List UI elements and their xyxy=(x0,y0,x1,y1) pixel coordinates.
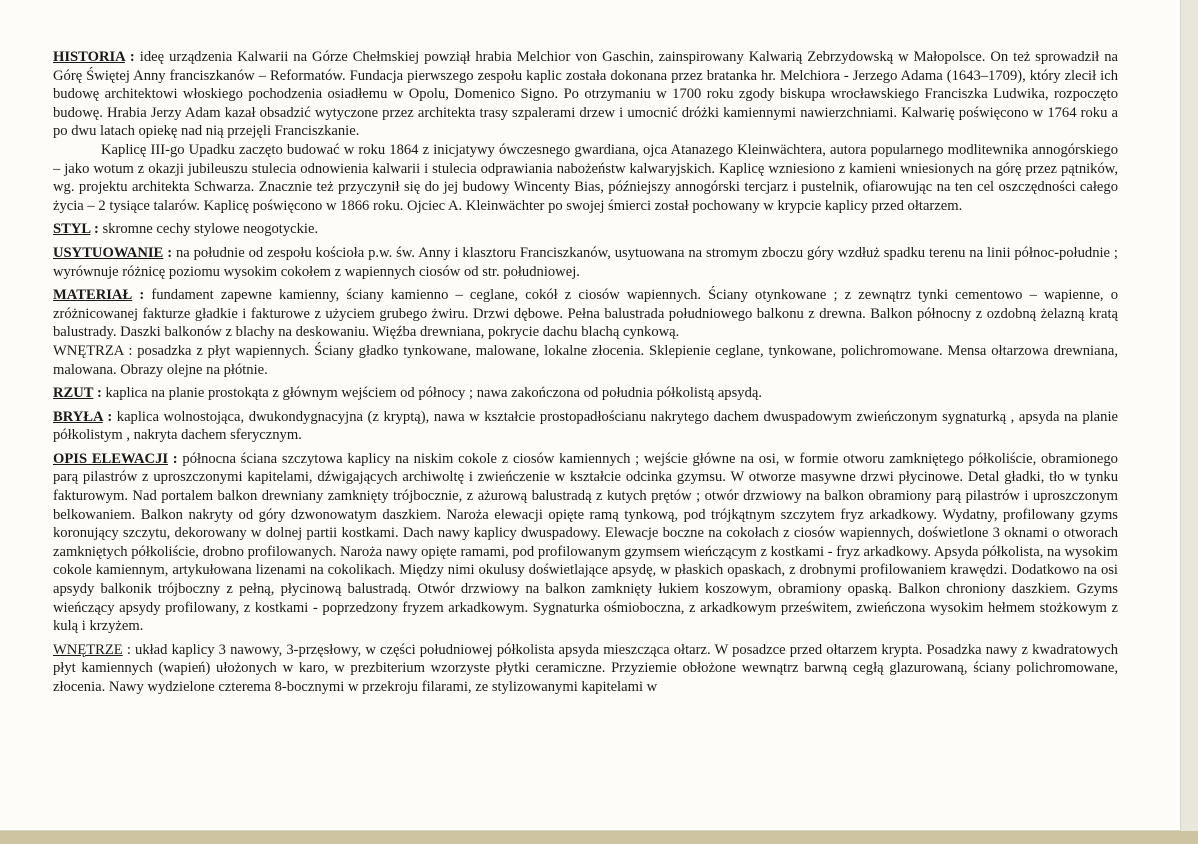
separator: : xyxy=(123,342,138,359)
separator: : xyxy=(102,408,117,425)
separator: : xyxy=(93,385,106,402)
heading-bryla: BRYŁA xyxy=(53,408,103,425)
paragraph-text: ideę urządzenia Kalwarii na Górze Chełmskiej powziął hrabia Melchior von Gaschin, zainspirowany Kalwarią Zebrzydowską w Małopolsce. On też sprowadził na Górę Świętej Anny franciszkanów – Reformatów. Fundacja pierwszego zespołu kaplic została dokonana przez bratanka hr. Melchiora - Jerzego Adama (1643–1709), który zlecił ich budowę architektowi włoskiego pochodzenia osiadłemu w Opolu, Domenico Signo. Po otrzymaniu w 1700 roku zgody biskupa wrocławskiego Franciszka Ludwika, rozpoczęto budowę. Hrabia Jerzy Adam kazał obsadzić wytyczone przez architekta trasy szpalerami drzew i umocnić dróżki kamiennymi nawierzchniami. Kalwarię poświęcono w 1764 roku a po dwu latach opiekę nad nią przejęli Franciszkanie. xyxy=(53,49,1118,140)
section-material xyxy=(53,286,1118,342)
heading-usytuowanie: USYTUOWANIE xyxy=(53,244,164,261)
heading-styl: STYL xyxy=(53,221,91,238)
section-bryla xyxy=(53,408,1118,445)
document-body xyxy=(53,48,1118,697)
separator: : xyxy=(124,49,140,65)
paragraph-text: na południe od zespołu kościoła p.w. św. Anny i klasztoru Franciszkanów, usytuowana na stromym zboczu góry wzdłuż spadku terenu na linii północ-południe ; wyrównuje różnicę poziomu wysokim cokołem z wapiennych ciosów od str. południowej. xyxy=(53,244,1118,280)
heading-rzut: RZUT xyxy=(53,385,94,402)
heading-opis-elewacji: OPIS ELEWACJI xyxy=(53,450,169,467)
paragraph-text: Kaplicę III-go Upadku zaczęto budować w roku 1864 z inicjatywy ówczesnego gwardiana, ojca Atanazego Kleinwächtera, autora popularnego modlitewnika annogórskiego – jako wotum z okazji jubileuszu stulecia odnowienia kalwarii i stulecia odprawiania nabożeństw kalwaryjskich. Kaplicę wzniesiono z kamieni wniesionych na górę przez pątników, wg. projektu architekta Schwarza. Znacznie też przyczynił się do jej budowy Wincenty Bias, późniejszy annogórski tercjarz i pustelnik, ofiarowując na ten cel oszczędności całego życia – 2 tysiące talarów. Kaplicę poświęcono w 1866 roku. Ojciec A. Kleinwächter po swojej śmierci został pochowany w krypcie kaplicy przed ołtarzem. xyxy=(53,141,1118,214)
heading-material: MATERIAŁ xyxy=(53,287,133,304)
paragraph-text: posadzka z płyt wapiennych. Ściany gładko tynkowane, malowane, lokalne złocenia. Sklepienie ceglane, tynkowane, polichromowane. Mensa ołtarzowa drewniana, malowana. Obrazy olejne na płótnie. xyxy=(53,342,1118,378)
section-rzut xyxy=(53,384,1118,403)
paragraph-text: kaplica na planie prostokąta z głównym wejściem od północy ; nawa zakończona od południa półkolistą apsydą. xyxy=(105,385,763,402)
section-styl xyxy=(53,220,1118,239)
heading-historia: HISTORIA xyxy=(53,49,125,65)
separator: : xyxy=(90,221,103,238)
paragraph-text: układ kaplicy 3 nawowy, 3-przęsłowy, w części południowej półkolista apsyda mieszcząca ołtarz. W posadzce przed ołtarzem krypta. Posadzka nawy z kwadratowych płyt kamiennych (wapień) ułożonych w karo, w prezbiterium wzorzyste płytki ceramiczne. Przyziemie obłożone wewnątrz barwną cegłą glazurowaną, ściany polichromowane, złocenia. Nawy wydzielone czterema 8-bocznymi w przekroju filarami, ze stylizowanymi kapitelami w xyxy=(53,641,1118,695)
separator: : xyxy=(132,287,152,304)
page-edge-bottom xyxy=(0,831,1198,844)
section-wnetrze xyxy=(53,641,1118,697)
section-wnetrza xyxy=(53,342,1118,379)
heading-wnetrze: WNĘTRZE xyxy=(53,641,123,658)
separator: : xyxy=(163,244,176,261)
paragraph-text: fundament zapewne kamienny, ściany kamienno – ceglane, cokół z ciosów wapiennych. Ściany otynkowane ; z zewnątrz tynki cementowo – wapienne, o zróżnicowanej fakturze gładkie i fakturowe z użyciem grubego żwiru. Drzwi dębowe. Pełna balustrada południowego balkonu z drewna. Balkon północny z ozdobną żelazną kratą balustrady. Daszki balkonów z blachy na deskowaniu. Więźba drewniana, pokrycie dachu blachą cynkową. xyxy=(53,287,1118,341)
paragraph-text: północna ściana szczytowa kaplicy na niskim cokole z ciosów kamiennych ; wejście główne na osi, w formie otworu zamkniętego półkoliście, obramionego parą pilastrów z uproszczonymi kapitelami, dźwigających archiwoltę i zwieńczenie w kształcie odcinka gzymsu. W otworze masywne drzwi płycinowe. Detal gładki, tło w tynku fakturowym. Nad portalem balkon drewniany zamknięty trójbocznie, z ażurową balustradą z kutych prętów ; otwór drzwiowy na balkon obramiony parą pilastrów i uproszczonym belkowaniem. Balkon nakryty od góry dzwonowatym daszkiem. Naroża elewacji opięte ramą tynkową, pod trójkątnym szczytem fryz arkadkowy. Wydatny, profilowany gzyms koronujący szczytu, dekorowany w dolnej partii kostkami. Dach nawy kaplicy dwuspadowy. Elewacje boczne na cokołach z ciosów wapiennych, doświetlone 3 oknami o otworach zamkniętych półkoliście, drobno profilowanych. Naroża nawy opięte ramami, pod profilowanym gzymsem wieńczącym z kostkami - fryz arkadkowy. Apsyda półkolista, na wysokim cokole kamiennym, artykułowana lizenami na cokolikach. Między nimi okulusy doświetlające apsydę, w płaskich opaskach, z drobnymi profilowaniem krawędzi. Dodatkowo na osi apsydy balkonik trójboczny z pełną, płycinową balustradą. Otwór drzwiowy na balkon zamknięty łukiem koszowym, obramiony opaską. Balkon chroniony daszkiem. Gzyms wieńczący apsydy profilowany, z kostkami - poprzedzony fryzem arkadkowym. Sygnaturka ośmioboczna, z arkadkowym prześwitem, zwieńczona wysokim hełmem stożkowym z kulą i krzyżem. xyxy=(53,450,1118,635)
separator: : xyxy=(122,641,136,658)
heading-wnetrza: WNĘTRZA xyxy=(53,342,124,359)
separator: : xyxy=(168,450,183,467)
section-historia xyxy=(53,48,1118,141)
page-edge-right xyxy=(1181,0,1198,844)
paragraph-text: kaplica wolnostojąca, dwukondygnacyjna (z kryptą), nawa w kształcie prostopadłościanu nakrytego dachem dwuspadowym zwieńczonym sygnaturką , apsyda na planie półkolistym , nakryta dachem sferycznym. xyxy=(53,408,1118,444)
section-usytuowanie xyxy=(53,244,1118,281)
section-opis-elewacji xyxy=(53,450,1118,636)
section-historia-continued xyxy=(53,141,1118,215)
paragraph-text: skromne cechy stylowe neogotyckie. xyxy=(102,221,319,238)
